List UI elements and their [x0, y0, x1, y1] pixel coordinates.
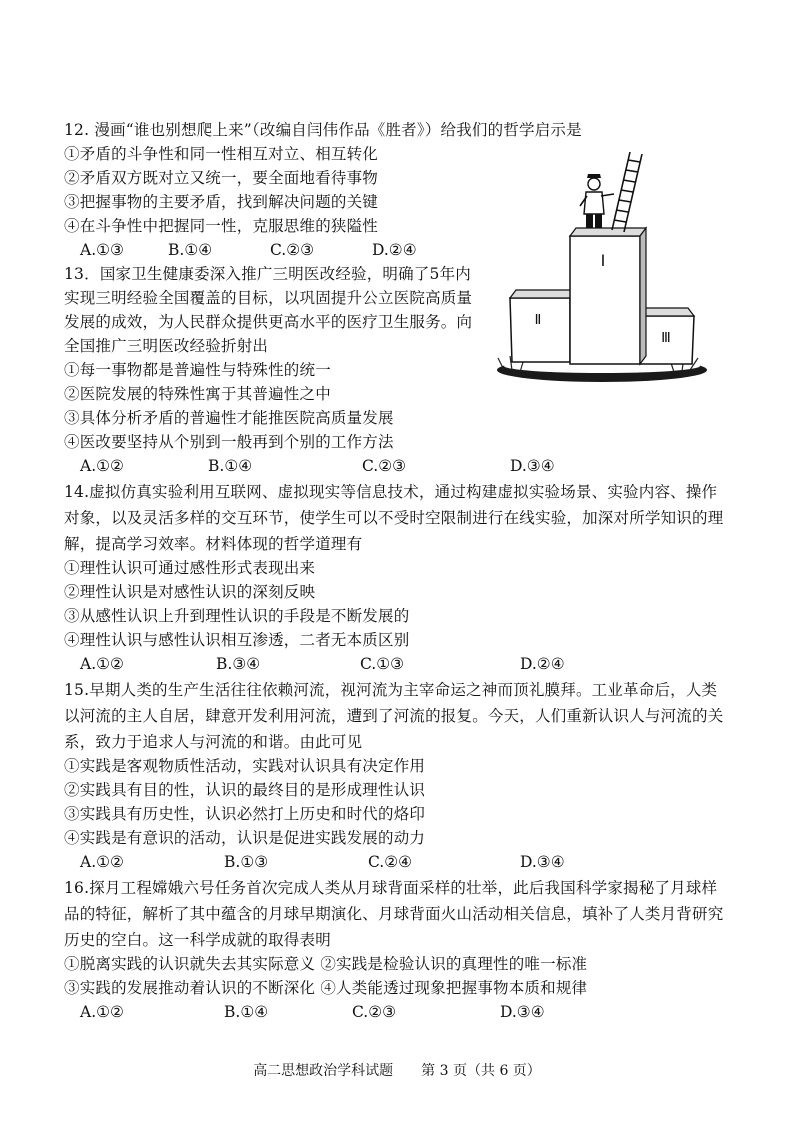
- q16-option-row-2: ③实践的发展推动着认识的不断深化 ④人类能透过现象把握事物本质和规律: [64, 979, 588, 997]
- q12-option-4: ④在斗争性中把握同一性，克服思维的狭隘性: [64, 217, 379, 235]
- q15-option-1: ①实践是客观物质性活动，实践对认识具有决定作用: [64, 757, 426, 775]
- q15-stem-line-3: 系，致力于追求人与河流的和谐。由此可见: [64, 733, 363, 751]
- q13-option-2: ②医院发展的特殊性寓于其普遍性之中: [64, 385, 331, 403]
- q15-choice-a: A.①②: [80, 853, 124, 871]
- q13-stem-line-2: 实现三明经验全国覆盖的目标，以巩固提升公立医院高质量: [64, 289, 473, 307]
- q16-choice-d: D.③④: [500, 1003, 545, 1021]
- q14-stem-line-2: 对象，以及灵活多样的交互环节，使学生可以不受时空限制进行在线实验，加深对所学知识的理: [64, 509, 724, 527]
- q15-option-2: ②实践具有目的性，认识的最终目的是形成理性认识: [64, 781, 426, 799]
- q15-choice-d: D.③④: [520, 853, 565, 871]
- q14-choice-b: B.③④: [216, 655, 261, 673]
- q15-stem-line-1: 15.早期人类的生产生活往往依赖河流，视河流为主宰命运之神而顶礼膜拜。工业革命后，人类: [64, 681, 718, 699]
- podium-block-2: [510, 298, 570, 362]
- page-footer: 高二思想政治学科试题 第 3 页（共 6 页）: [253, 1063, 541, 1079]
- q13-choice-a: A.①②: [80, 457, 124, 475]
- q14-choice-d: D.②④: [520, 655, 565, 673]
- q15-stem-line-2: 以河流的主人自居，肆意开发利用河流，遭到了河流的报复。今天，人们重新认识人与河流的关: [64, 707, 724, 725]
- q16-stem-line-3: 历史的空白。这一科学成就的取得表明: [64, 931, 331, 949]
- q14-option-3: ③从感性认识上升到理性认识的手段是不断发展的: [64, 607, 410, 625]
- ladder-icon: [612, 152, 642, 232]
- q15-choice-b: B.①③: [224, 853, 269, 871]
- q14-choice-c: C.①③: [360, 655, 405, 673]
- q16-option-row-1: ①脱离实践的认识就失去其实际意义 ②实践是检验认识的真理性的唯一标准: [64, 955, 588, 973]
- q13-stem-line-3: 发展的成效，为人民群众提供更高水平的医疗卫生服务。向: [64, 313, 473, 331]
- q13-choice-b: B.①④: [208, 457, 253, 475]
- q12-choice-d: D.②④: [372, 241, 417, 259]
- q13-choice-c: C.②③: [362, 457, 407, 475]
- q15-option-4: ④实践是有意识的活动，认识是促进实践发展的动力: [64, 829, 426, 847]
- q12-choice-a: A.①③: [80, 241, 124, 259]
- q13-option-1: ①每一事物都是普遍性与特殊性的统一: [64, 361, 331, 379]
- q12-option-3: ③把握事物的主要矛盾，找到解决问题的关键: [64, 193, 379, 211]
- q14-stem-line-1: 14.虚拟仿真实验利用互联网、虚拟现实等信息技术，通过构建虚拟实验场景、实验内容、操作: [64, 483, 718, 501]
- q12-option-1: ①矛盾的斗争性和同一性相互对立、相互转化: [64, 145, 379, 163]
- q13-option-4: ④医改要坚持从个别到一般再到个别的工作方法: [64, 433, 394, 451]
- q13-stem-line-1: 13．国家卫生健康委深入推广三明医改经验，明确了5年内: [64, 265, 471, 283]
- q14-choice-a: A.①②: [80, 655, 124, 673]
- q13-choice-d: D.③④: [510, 457, 555, 475]
- q14-option-4: ④理性认识与感性认识相互渗透，二者无本质区别: [64, 631, 410, 649]
- q16-stem-line-2: 品的特征，解析了其中蕴含的月球早期演化、月球背面火山活动相关信息，填补了人类月背研究: [64, 905, 724, 923]
- q14-option-1: ①理性认识可通过感性形式表现出来: [64, 559, 316, 577]
- person-figure: [580, 174, 614, 228]
- q15-option-3: ③实践具有历史性，认识必然打上历史和时代的烙印: [64, 805, 426, 823]
- q12-option-2: ②矛盾双方既对立又统一，要全面地看待事物: [64, 169, 379, 187]
- q12-choice-b: B.①④: [168, 241, 213, 259]
- podium-label-2: Ⅱ: [534, 313, 542, 328]
- q16-choice-b: B.①④: [224, 1003, 269, 1021]
- q14-stem-line-3: 解，提高学习效率。材料体现的哲学道理有: [64, 535, 363, 553]
- q13-stem-line-4: 全国推广三明医改经验折射出: [64, 337, 269, 355]
- podium-label-1: Ⅰ: [600, 253, 606, 270]
- q15-choice-c: C.②④: [368, 853, 413, 871]
- q16-choice-c: C.②③: [352, 1003, 397, 1021]
- podium-label-3: Ⅲ: [661, 331, 671, 346]
- podium-cartoon-illustration: [490, 148, 715, 388]
- q14-option-2: ②理性认识是对感性认识的深刻反映: [64, 583, 316, 601]
- q16-choice-a: A.①②: [80, 1003, 124, 1021]
- q13-option-3: ③具体分析矛盾的普遍性才能推医院高质量发展: [64, 409, 394, 427]
- q12-stem: 12. 漫画“谁也别想爬上来”（改编自闫伟作品《胜者》）给我们的哲学启示是: [64, 121, 582, 139]
- q16-stem-line-1: 16.探月工程嫦娥六号任务首次完成人类从月球背面采样的壮举，此后我国科学家揭秘了月球样: [64, 879, 718, 897]
- q12-choice-c: C.②③: [270, 241, 315, 259]
